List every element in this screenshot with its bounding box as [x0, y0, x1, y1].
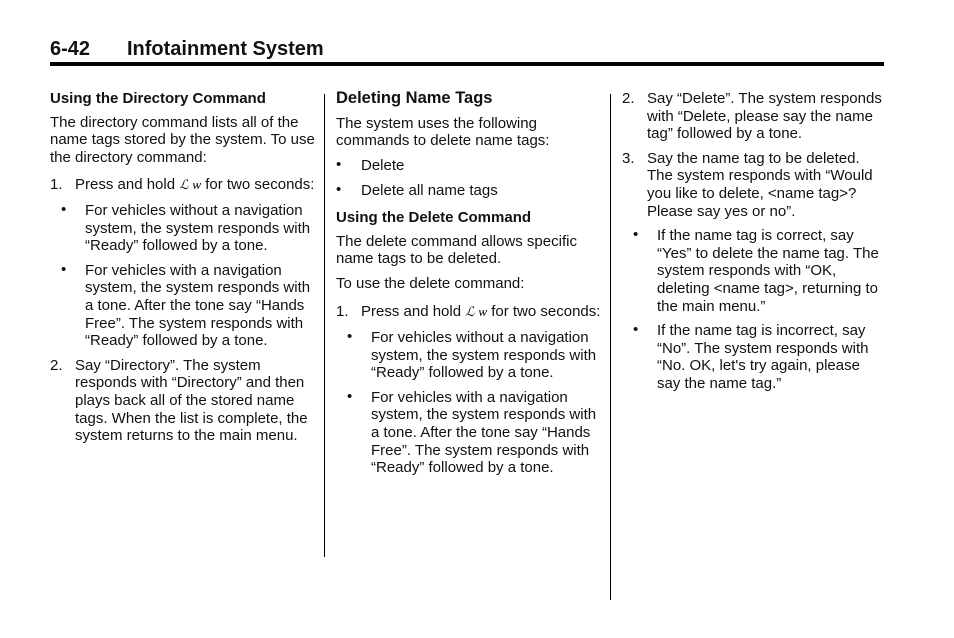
step-text: Say “Directory”. The system responds with “Directory” and then plays back all of the stored name tags. When the list is complete, the system returns to the main menu. [75, 356, 308, 445]
list-item [50, 202, 315, 255]
subheading-delete-command: Using the Delete Command [336, 208, 532, 226]
command-text: Delete all name tags [361, 182, 498, 200]
step-number: 2. [622, 90, 635, 107]
subheading-directory: Using the Directory Command [50, 90, 266, 107]
list-item [50, 176, 315, 195]
paragraph-directory-intro: The directory command lists all of the name tags stored by the system. To use the directory command: [50, 113, 315, 166]
bullet-text: If the name tag is incorrect, say “No”. The system responds with “No. OK, let's try again, please say the name tag.” [657, 322, 869, 392]
list-item [336, 303, 601, 322]
list-item [50, 262, 315, 350]
column-1 [50, 90, 315, 445]
step-number: 1. [336, 303, 349, 321]
step-text-post: for two seconds: [491, 303, 601, 321]
header-rule [50, 62, 884, 66]
step-text-post: for two seconds: [205, 176, 315, 194]
command-text: Delete [361, 156, 405, 174]
step-text-pre: Press and hold [361, 303, 462, 321]
bullet-text: For vehicles without a navigation system, the system responds with “Ready” followed by a tone. [371, 328, 597, 382]
list-item [622, 322, 887, 392]
column-divider [324, 94, 325, 557]
heading-deleting-name-tags: Deleting Name Tags [336, 89, 493, 107]
bullet: • [347, 327, 353, 345]
list-item [622, 90, 887, 143]
bullet: • [336, 155, 342, 173]
paragraph-delete-intro: The system uses the following commands to delete name tags: [336, 114, 550, 150]
list-item [336, 389, 601, 477]
page-number: 6-42 [50, 38, 91, 60]
bullet-text: For vehicles with a navigation system, the system responds with a tone. After the tone say “Hands Free”. The system responds with “Ready” followed by a tone. [85, 261, 311, 350]
step-number: 3. [622, 149, 635, 167]
bullet-text: For vehicles with a navigation system, the system responds with a tone. After the tone say “Hands Free”. The system responds with “Ready” followed by a tone. [371, 388, 597, 477]
bullet-text: If the name tag is correct, say “Yes” to delete the name tag. The system responds with “OK, deleting <name tag>, returning to the main menu.” [657, 227, 879, 315]
section-title: Infotainment System [127, 38, 324, 60]
list-item [336, 157, 601, 175]
bullet: • [61, 200, 67, 218]
phone-voice-icon: ℒ ѡ [465, 305, 488, 321]
list-item [50, 357, 315, 445]
step-text: Say “Delete”. The system responds with “Delete, please say the name tag” followed by a tone. [647, 90, 882, 143]
paragraph-delete-desc: The delete command allows specific name tags to be deleted. [336, 232, 577, 268]
column-divider [610, 94, 611, 600]
column-2 [336, 90, 601, 477]
step-number: 1. [50, 176, 63, 194]
bullet: • [336, 181, 342, 199]
list-item [622, 227, 887, 315]
phone-voice-icon: ℒ ѡ [179, 178, 202, 194]
bullet: • [633, 321, 639, 339]
step-text-pre: Press and hold [75, 176, 176, 194]
bullet-text: For vehicles without a navigation system, the system responds with “Ready” followed by a tone. [85, 201, 311, 255]
bullet: • [61, 260, 67, 278]
list-item [336, 329, 601, 382]
list-item [336, 182, 601, 200]
step-number: 2. [50, 356, 63, 374]
bullet: • [633, 226, 639, 244]
column-3 [622, 90, 887, 393]
bullet: • [347, 387, 353, 405]
step-text: Say the name tag to be deleted. The system responds with “Would you like to delete, <name tag>? Please say yes or no”. [647, 149, 873, 220]
list-item [622, 150, 887, 220]
paragraph-to-use: To use the delete command: [336, 274, 525, 292]
